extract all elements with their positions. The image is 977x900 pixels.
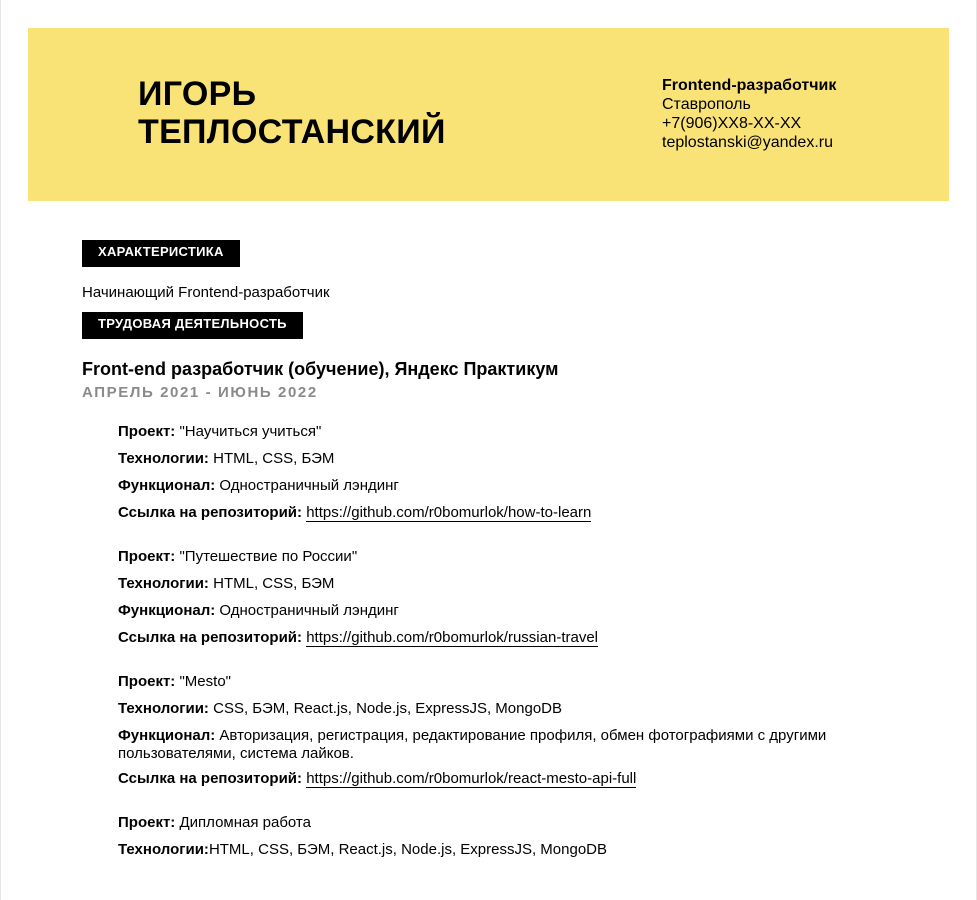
tech-label: Технологии: xyxy=(118,700,209,717)
project-name: "Mesto" xyxy=(179,673,231,690)
repo-label: Ссылка на репозиторий: xyxy=(118,770,303,787)
project-name: "Научиться учиться" xyxy=(179,423,322,440)
project-item xyxy=(118,548,942,647)
email: teplostanski@yandex.ru xyxy=(662,134,833,151)
project-item xyxy=(118,673,942,788)
project-func-row xyxy=(118,727,942,763)
project-tech-row xyxy=(118,575,942,593)
repo-label: Ссылка на репозиторий: xyxy=(118,629,303,646)
project-func: Авторизация, регистрация, редактирование профиля, обмен фотографиями с другими пользователями, система лайков. xyxy=(118,727,827,762)
project-name: "Путешествие по России" xyxy=(179,548,358,565)
project-label: Проект: xyxy=(118,423,176,440)
project-tech: HTML, CSS, БЭМ xyxy=(213,450,335,467)
project-name-row xyxy=(118,423,942,441)
project-func: Одностраничный лэндинг xyxy=(219,602,399,619)
project-tech-row xyxy=(118,450,942,468)
city: Ставрополь xyxy=(662,96,751,113)
repo-label: Ссылка на репозиторий: xyxy=(118,504,303,521)
characteristic-text: Начинающий Frontend-разработчик xyxy=(82,284,330,301)
project-label: Проект: xyxy=(118,673,176,690)
resume-content xyxy=(82,240,942,885)
project-func-row xyxy=(118,477,942,495)
section-label-work: ТРУДОВАЯ ДЕЯТЕЛЬНОСТЬ xyxy=(82,312,303,339)
project-tech: HTML, CSS, БЭМ xyxy=(213,575,335,592)
project-repo-row xyxy=(118,504,942,522)
resume-header xyxy=(28,28,949,201)
project-item xyxy=(118,814,942,859)
repo-link[interactable]: https://github.com/r0bomurlok/russian-travel xyxy=(306,629,598,646)
tech-label: Технологии: xyxy=(118,450,209,467)
project-repo-row xyxy=(118,629,942,647)
first-name: ИГОРЬ xyxy=(138,75,257,113)
project-name-row xyxy=(118,814,942,832)
project-label: Проект: xyxy=(118,548,176,565)
full-name xyxy=(138,75,446,151)
job-role: Frontend-разработчик xyxy=(662,77,837,94)
project-tech: CSS, БЭМ, React.js, Node.js, ExpressJS, MongoDB xyxy=(213,700,563,717)
func-label: Функционал: xyxy=(118,727,216,744)
job-dates: АПРЕЛЬ 2021 - ИЮНЬ 2022 xyxy=(82,384,318,401)
func-label: Функционал: xyxy=(118,602,216,619)
project-label: Проект: xyxy=(118,814,176,831)
job-title: Front-end разработчик (обучение), Яндекс Практикум xyxy=(82,359,559,379)
project-tech-row xyxy=(118,841,942,859)
tech-label: Технологии: xyxy=(118,575,209,592)
last-name: ТЕПЛОСТАНСКИЙ xyxy=(138,113,446,151)
func-label: Функционал: xyxy=(118,477,216,494)
project-tech: HTML, CSS, БЭМ, React.js, Node.js, ExpressJS, MongoDB xyxy=(208,841,608,858)
section-label-characteristic: ХАРАКТЕРИСТИКА xyxy=(82,240,240,267)
repo-link[interactable]: https://github.com/r0bomurlok/react-mesto-api-full xyxy=(306,770,637,787)
project-func: Одностраничный лэндинг xyxy=(219,477,399,494)
project-name-row xyxy=(118,548,942,566)
project-repo-row xyxy=(118,770,942,788)
project-func-row xyxy=(118,602,942,620)
project-list xyxy=(118,423,942,859)
project-name-row xyxy=(118,673,942,691)
project-tech-row xyxy=(118,700,942,718)
repo-link[interactable]: https://github.com/r0bomurlok/how-to-learn xyxy=(306,504,592,521)
project-name: Дипломная работа xyxy=(179,814,311,831)
tech-label: Технологии: xyxy=(118,841,209,858)
project-item xyxy=(118,423,942,522)
contact-block xyxy=(662,76,836,152)
phone: +7(906)XX8-XX-XX xyxy=(662,115,802,132)
